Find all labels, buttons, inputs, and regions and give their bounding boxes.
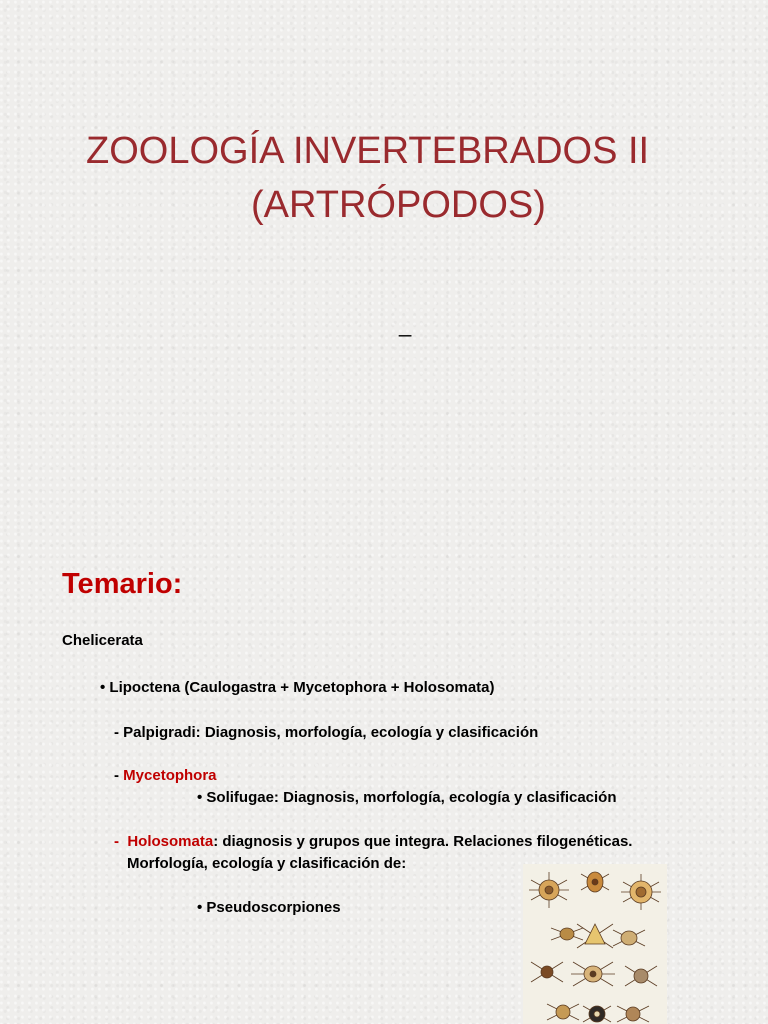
syllabus-heading: Temario: [62, 568, 183, 600]
holosomata-dash: - [114, 833, 128, 850]
mycetophora-label: Mycetophora [123, 767, 217, 784]
item-solifugae: • Solifugae: Diagnosis, morfología, ecología y clasificación [197, 789, 617, 806]
item-pseudoscorpiones: • Pseudoscorpiones [197, 899, 341, 916]
spider-plate-icon [523, 864, 667, 1024]
mycetophora-dash: - [114, 767, 124, 784]
holosomata-label: Holosomata [127, 833, 214, 850]
item-palpigradi: - Palpigradi: Diagnosis, morfología, ecología y clasificación [114, 724, 539, 741]
item-lipoctena: • Lipoctena (Caulogastra + Mycetophora + Holosomata) [100, 679, 495, 696]
item-mycetophora [114, 767, 217, 784]
spider-plate-illustration [523, 864, 667, 1024]
item-holosomata [114, 833, 632, 850]
subtitle-placeholder: _ [399, 312, 412, 337]
holosomata-description: : diagnosis y grupos que integra. Relaciones filogenéticas. [213, 833, 633, 850]
title-line-2: (ARTRÓPODOS) [251, 184, 546, 226]
title-line-1: ZOOLOGÍA INVERTEBRADOS II [86, 130, 650, 172]
holosomata-line-2: Morfología, ecología y clasificación de: [127, 855, 407, 872]
group-chelicerata: Chelicerata [62, 632, 143, 649]
